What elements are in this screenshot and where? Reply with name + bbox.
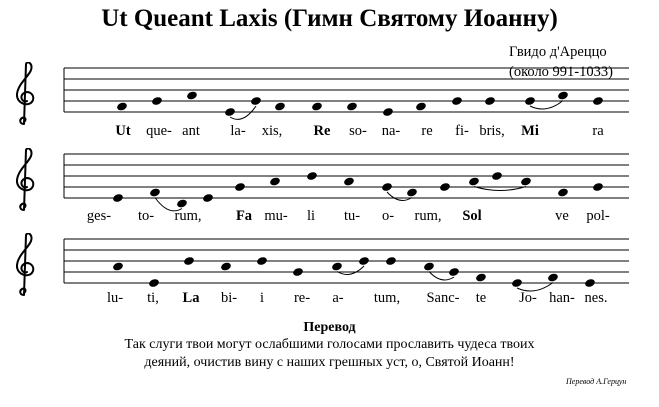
lyric-syllable: tum, — [373, 290, 401, 306]
composer-dates: (около 991-1033) — [509, 64, 613, 80]
translation-line-2: деяний, очистив вину с наших грешных уст, о, Святой Иоанн! — [144, 355, 515, 370]
note-head — [274, 101, 286, 111]
note-head — [220, 261, 232, 271]
note-head — [557, 187, 569, 197]
lyric-syllable: o- — [381, 208, 395, 224]
lyric-syllable: Fa — [235, 208, 253, 224]
note-head — [151, 96, 163, 106]
lyric-syllable: ant — [182, 123, 200, 139]
note-head — [148, 278, 160, 288]
note-head — [149, 187, 161, 197]
note-head — [524, 96, 536, 106]
lyric-syllable: ges- — [86, 208, 112, 224]
note-head — [250, 96, 262, 106]
lyric-syllable: so- — [349, 123, 367, 139]
note-head — [186, 90, 198, 100]
note-head — [382, 107, 394, 117]
score-title: Ut Queant Laxis (Гимн Святому Иоанну) — [101, 5, 558, 32]
lyric-syllable: nes. — [584, 290, 608, 306]
lyric-syllable: li — [306, 208, 316, 224]
lyric-syllable: ti, — [147, 290, 159, 306]
lyric-syllable: Mi — [521, 123, 539, 139]
lyric-syllable: to- — [137, 208, 155, 224]
lyric-syllable: tu- — [343, 208, 361, 224]
translation-heading: Перевод — [303, 320, 356, 335]
lyric-syllable: i — [259, 290, 265, 306]
note-head — [491, 171, 503, 181]
note-head — [415, 101, 427, 111]
lyric-syllable: ve — [555, 208, 569, 224]
note-head — [584, 278, 596, 288]
note-head — [331, 261, 343, 271]
lyric-syllable: La — [182, 290, 200, 306]
note-head — [557, 90, 569, 100]
lyric-syllable: fi- — [455, 123, 469, 139]
composer-name: Гвидо д'Ареццо — [509, 44, 607, 60]
lyric-syllable: na- — [381, 123, 401, 139]
lyric-syllable: ra — [592, 123, 604, 139]
note-head — [439, 182, 451, 192]
note-head — [381, 182, 393, 192]
note-head — [269, 176, 281, 186]
note-head — [475, 272, 487, 282]
note-head — [311, 101, 323, 111]
translation-line-1: Так слуги твои могут ослабшими голосами прославить чудеса твоих — [124, 337, 535, 352]
translation-credit: Перевод А.Герцун — [566, 377, 627, 386]
note-head — [358, 256, 370, 266]
music-staff-1 — [0, 62, 659, 132]
lyric-syllable: Sol — [462, 208, 482, 224]
lyric-syllable: lu- — [106, 290, 124, 306]
note-head — [202, 193, 214, 203]
note-head — [112, 193, 124, 203]
treble-clef-icon — [17, 62, 33, 124]
lyric-syllable: xis, — [261, 123, 283, 139]
treble-clef-icon — [17, 148, 33, 210]
lyric-syllable: la- — [230, 123, 246, 139]
lyric-syllable: re — [421, 123, 433, 139]
note-head — [116, 101, 128, 111]
slur — [530, 101, 563, 109]
lyric-syllable: bi- — [220, 290, 238, 306]
note-head — [547, 272, 559, 282]
note-head — [346, 101, 358, 111]
note-head — [448, 267, 460, 277]
lyric-syllable: te — [475, 290, 487, 306]
note-head — [343, 176, 355, 186]
note-head — [511, 278, 523, 288]
note-head — [292, 267, 304, 277]
note-head — [406, 187, 418, 197]
lyric-syllable: Jo- — [519, 290, 537, 306]
lyric-syllable: Sanc- — [426, 290, 460, 306]
note-head — [451, 96, 463, 106]
lyric-syllable: que- — [146, 123, 172, 139]
lyric-syllable: rum, — [174, 208, 202, 224]
note-head — [183, 256, 195, 266]
lyric-syllable: Ut — [115, 123, 131, 139]
note-head — [468, 176, 480, 186]
note-head — [256, 256, 268, 266]
lyric-syllable: a- — [332, 290, 344, 306]
lyric-syllable: Re — [313, 123, 331, 139]
note-head — [423, 261, 435, 271]
note-head — [592, 182, 604, 192]
lyric-syllable: rum, — [414, 208, 442, 224]
note-head — [112, 261, 124, 271]
lyric-syllable: bris, — [479, 123, 505, 139]
note-head — [592, 96, 604, 106]
note-head — [484, 96, 496, 106]
treble-clef-icon — [17, 233, 33, 295]
note-head — [224, 107, 236, 117]
lyric-syllable: han- — [549, 290, 575, 306]
note-head — [385, 256, 397, 266]
note-head — [234, 182, 246, 192]
note-head — [306, 171, 318, 181]
lyric-syllable: pol- — [586, 208, 610, 224]
lyric-syllable: mu- — [264, 208, 288, 224]
note-head — [520, 176, 532, 186]
lyric-syllable: re- — [293, 290, 311, 306]
